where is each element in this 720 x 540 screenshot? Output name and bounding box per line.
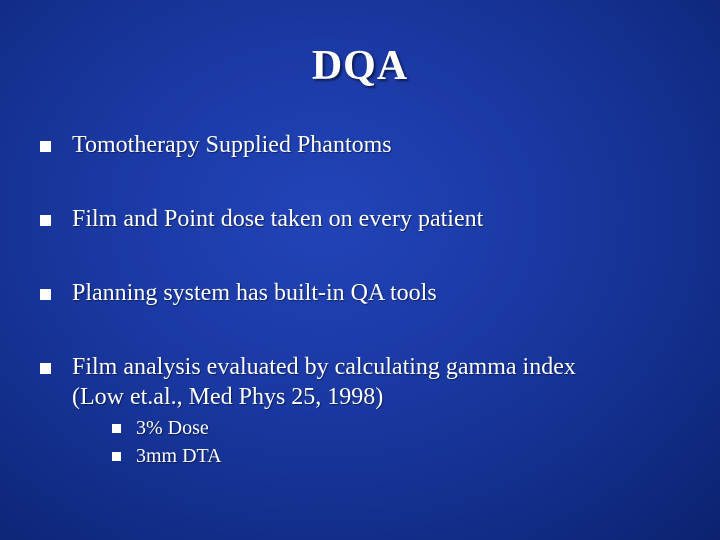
sub-bullet-list [72,414,712,470]
bullet-text: Film and Point dose taken on every patient [72,206,484,232]
bullet-item [40,130,392,160]
square-bullet-icon [112,452,121,461]
sub-bullet-text: 3% Dose [136,417,209,439]
square-bullet-icon [40,141,51,152]
sub-bullet-item [112,442,712,470]
square-bullet-icon [112,424,121,433]
bullet-item [40,352,712,470]
sub-bullet-item [112,414,712,442]
square-bullet-icon [40,289,51,300]
slide-title: DQA [311,43,409,89]
bullet-text: Planning system has built-in QA tools [72,280,437,306]
bullet-text-line-2: (Low et.al., Med Phys 25, 1998) [72,384,384,410]
bullet-text: Tomotherapy Supplied Phantoms [72,132,392,158]
bullet-text-line-1: Film analysis evaluated by calculating gamma index [72,354,576,380]
sub-bullet-text: 3mm DTA [136,445,222,467]
square-bullet-icon [40,215,51,226]
square-bullet-icon [40,363,51,374]
bullet-item [40,278,437,308]
bullet-item [40,204,483,234]
